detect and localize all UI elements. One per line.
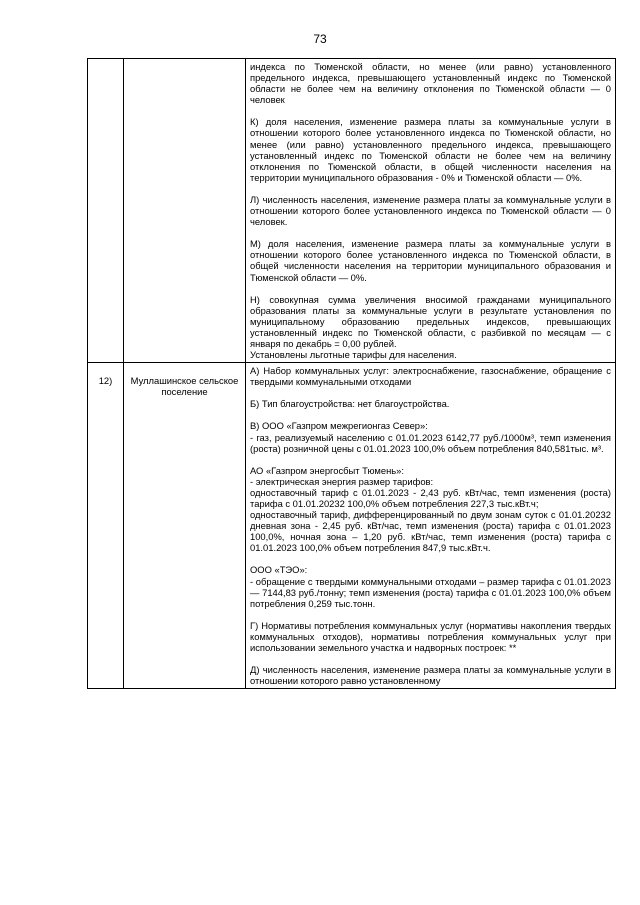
content-cell xyxy=(246,59,616,363)
table-row xyxy=(88,363,616,689)
paragraph: - газ, реализуемый населению с 01.01.2023 6142,77 руб./1000м³, темп изменения (роста) розничной цены с 01.01.2023 100,0% объем потребления 840,581тыс. м³. xyxy=(250,431,611,454)
paragraph-gap xyxy=(250,609,611,620)
settlement-name-cell: Муллашинское сельское поселение xyxy=(124,363,246,689)
paragraph: Установлены льготные тарифы для населения. xyxy=(250,349,457,361)
page-number: 73 xyxy=(313,32,327,46)
tariff-table xyxy=(87,58,616,689)
row-number-cell: 12) xyxy=(88,363,124,689)
table-row xyxy=(88,59,616,363)
paragraph: Д) численность населения, изменение размера платы за коммунальные услуги в отношении которого равно установленному xyxy=(250,664,611,687)
paragraph: М) доля населения, изменение размера платы за коммунальные услуги в отношении которого более установленного индекса по Тюменской области, в общей численности населения на территории муниципального образования и Тюменской области — 0%. xyxy=(250,238,611,283)
paragraph: Н) совокупная сумма увеличения вносимой гражданами муниципального образования платы за коммунальные услуги в результате установления по муниципальному образованию предельных индексов, превышающих установленный индекс по Тюменской области, с разбивкой по месяцам — с января по декабрь = 0,00 рублей. xyxy=(250,293,611,349)
paragraph: Б) Тип благоустройства: нет благоустройства. xyxy=(250,398,450,410)
paragraph-gap xyxy=(250,283,611,294)
paragraph-gap xyxy=(250,183,611,194)
paragraph: АО «Газпром энергосбыт Тюмень»: xyxy=(250,464,404,476)
paragraph: К) доля населения, изменение размера платы за коммунальные услуги в отношении которого более установленного индекса по Тюменской области, но менее (или равно) установленного предельного индекса, превышающего установленный индекс по Тюменской области не более чем на величину отклонения по Тюменской области, в общей численности населения на территории муниципального образования - 0% и Тюменской области — 0%. xyxy=(250,116,611,183)
paragraph: В) ООО «Газпром межрегионгаз Север»: xyxy=(250,420,428,432)
paragraph-gap xyxy=(250,227,611,238)
paragraph: одноставочный тариф с 01.01.2023 - 2,43 руб. кВт/час, темп изменения (роста) тарифа с 01.01.20232 100,0% объем потребления 227,3 тыс.кВт.ч; xyxy=(250,486,611,509)
content-cell xyxy=(246,363,616,689)
paragraph: Г) Нормативы потребления коммунальных услуг (нормативы накопления твердых коммунальных отходов), нормативы потребления коммунальных услуг при использовании земельного участка и надворных построек: ** xyxy=(250,619,611,654)
paragraph: - обращение с твердыми коммунальными отходами – размер тарифа с 01.01.2023 — 7144,83 руб./тонну; темп изменения (роста) тарифа с 01.01.2023 100,0% объем потребления 0,259 тыс.тонн. xyxy=(250,575,611,609)
paragraph: А) Набор коммунальных услуг: электроснабжение, газоснабжение, обращение с твердыми коммунальными отходами xyxy=(250,365,611,388)
paragraph-gap xyxy=(250,387,611,398)
paragraph-gap xyxy=(250,409,611,420)
paragraph: одноставочный тариф, дифференцированный по двум зонам суток с 01.01.20232 дневная зона - 2,45 руб. кВт/час, темп изменения (роста) тарифа с 01.01.2023 100,0%, ночная зона – 1,20 руб. кВт/час, темп изменения (роста) тарифа с 01.01.2023 100,0% объем потребления 847,9 тыс.кВт.ч. xyxy=(250,509,611,554)
settlement-name-cell xyxy=(124,59,246,363)
paragraph-gap xyxy=(250,454,611,465)
paragraph: индекса по Тюменской области, но менее (или равно) установленного предельного индекса, превышающего установленный индекс по Тюменской области не более чем на величину отклонения по Тюменской области — 0 человек xyxy=(250,61,611,106)
paragraph-gap xyxy=(250,105,611,116)
paragraph: - электрическая энергия размер тарифов: xyxy=(250,475,434,487)
row-number-cell xyxy=(88,59,124,363)
paragraph-gap xyxy=(250,653,611,664)
paragraph: Л) численность населения, изменение размера платы за коммунальные услуги в отношении которого более установленного индекса по Тюменской области — 0 человек. xyxy=(250,193,611,228)
paragraph: ООО «ТЭО»: xyxy=(250,564,308,576)
paragraph-gap xyxy=(250,553,611,564)
